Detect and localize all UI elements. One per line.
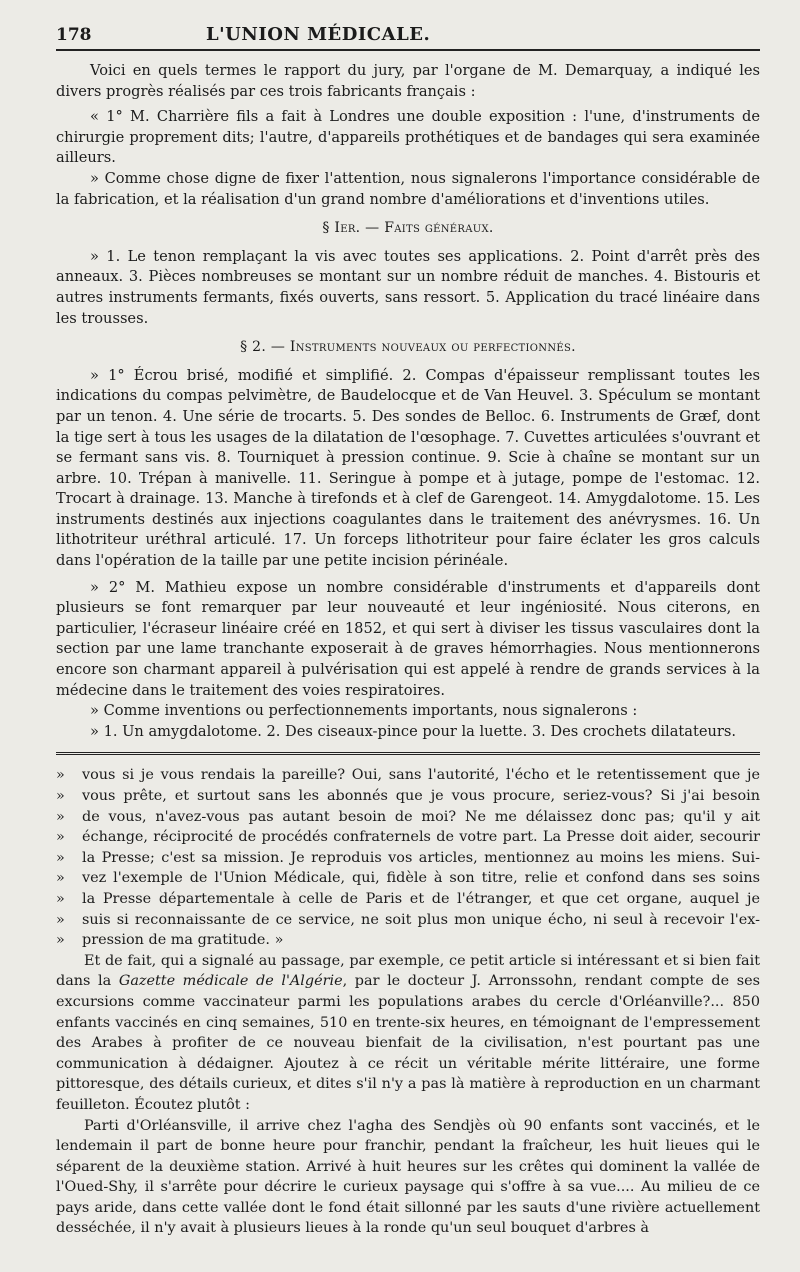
- quote-line: » vez l'exemple de l'Union Médicale, qui, fidèle à son titre, relie et confond dans ses soins: [56, 870, 760, 887]
- quote-line: » de vous, n'avez-vous pas autant besoin de moi? Ne me délaissez donc pas; qu'il y ait: [56, 808, 760, 825]
- section-heading: § 2. — Instruments nouveaux ou perfectionnés.: [240, 339, 576, 356]
- article-intro: Voici en quels termes le rapport du jury, par l'organe de M. Demarquay, a indiqué les divers progrès réalisés par ces trois fabricants français :: [56, 62, 760, 100]
- article-paragraph: » 1. Le tenon remplaçant la vis avec toutes ses applications. 2. Point d'arrêt près des anneaux. 3. Pièces nombreuses se montant sur un nombre réduit de manches. 4. Bistouris et autres instruments fermants, fixés ouverts, sans ressort. 5. Application du tracé linéaire dans les trousses.: [56, 247, 760, 327]
- article-paragraph: « 1° M. Charrière fils a fait à Londres une double exposition : l'une, d'instruments de chirurgie proprement dits; l'autre, d'appareils prothétiques et de bandages qui sera examinée ailleurs.: [56, 108, 760, 167]
- article-paragraph: » Comme chose digne de fixer l'attention, nous signalerons l'importance considérable de la fabrication, et la réalisation d'un grand nombre d'améliorations et d'inventions utiles.: [56, 169, 760, 208]
- feuilleton-body: [56, 951, 760, 1239]
- article-paragraph: » 1° Écrou brisé, modifié et simplifié. 2. Compas d'épaisseur remplissant toutes les indications du compas pelvimètre, de Baudelocque et de Van Heuvel. 3. Spéculum se montant par un tenon. 4. Une série de trocarts. 5. Des sondes de Belloc. 6. Instruments de Græf, dont la tige sert à tous les usages de la dilatation de l'œsophage. 7. Cuvettes articulées s'ouvrant et se fermant sans vis. 8. Tourniquet à pression continue. 9. Scie à chaîne se montant sur un arbre. 10. Trépan à manivelle. 11. Seringue à pompe et à jutage, pompe de l'estomac. 12. Trocart à drainage. 13. Manche à tirefonds et à clef de Garengeot. 14. Amygdalotome. 15. Les instruments destinés aux injections coagulantes dans le traitement des anévrysmes. 16. Un lithotriteur uréthral articulé. 17. Un forceps lithotriteur pour faire éclater les gros calculs dans l'opération de la taille par une petite incision périnéale.: [56, 366, 760, 570]
- quote-line: » vous prête, et surtout sans les abonnés que je vous procure, seriez-vous? Si j'ai besoin: [56, 788, 760, 804]
- feuilleton-quote: [56, 765, 760, 950]
- quote-line: » la Presse départementale à celle de Paris et de l'étranger, et que cet organe, auquel je: [56, 890, 760, 907]
- feuilleton-divider: [56, 752, 760, 755]
- article-body: [56, 61, 760, 742]
- running-title: L'UNION MÉDICALE.: [206, 24, 431, 45]
- article-paragraph: » Comme inventions ou perfectionnements importants, nous signalerons :: [90, 702, 638, 720]
- quote-line: » suis si reconnaissante de ce service, ne soit plus mon unique écho, ni seul à recevoir l'ex-: [56, 911, 760, 928]
- feuilleton-paragraph: Parti d'Orléansville, il arrive chez l'agha des Sendjès où 90 enfants sont vaccinés, et le lendemain il part de bonne heure pour franchir, pendant la fraîcheur, les huit lieues qui le séparent de la deuxième station. Arrivé à huit heures sur les crêtes qui dominent la vallée de l'Oued-Shy, il s'arrête pour décrire le curieux paysage qui s'offre à sa vue.... Au milieu de ce pays aride, dans cette vallée dont le fond était sillonné par les sauts d'une rivière actuellement desséchée, il n'y avait à plusieurs lieues à la ronde qu'un seul bouquet d'arbres à: [56, 1117, 760, 1237]
- section-heading: § Ier. — Faits généraux.: [322, 220, 494, 237]
- quote-line: » échange, réciprocité de procédés confraternels de votre part. La Presse doit aider, secourir: [56, 829, 760, 846]
- header-rule: [56, 49, 760, 51]
- quote-line: » pression de ma gratitude. »: [56, 932, 284, 949]
- feuilleton-paragraph: Et de fait, qui a signalé au passage, par exemple, ce petit article si intéressant et si bien fait dans la Gazette médicale de l'Algérie, par le docteur J. Arronssohn, rendant compte de ses excursions comme vaccinateur parmi les populations arabes du cercle d'Orléanville?... 850 enfants vaccinés en cinq semaines, 510 en trente-six heures, en témoignant de l'empressement des Arabes à profiter de ce nouveau bienfait de la civilisation, n'est pourtant pas une communication à dédaigner. Ajoutez à ce récit un véritable mérite littéraire, une forme pittoresque, des détails curieux, et dites s'il n'y a pas là matière à reproduction en un charmant feuilleton. Écoutez plutôt :: [56, 952, 760, 1113]
- page-header: [56, 24, 760, 45]
- quote-line: » vous si je vous rendais la pareille? Oui, sans l'autorité, l'écho et le retentissement que je: [56, 767, 760, 784]
- article-paragraph: » 2° M. Mathieu expose un nombre considérable d'instruments et d'appareils dont plusieurs se font remarquer par leur nouveauté et leur ingéniosité. Nous citerons, en particulier, l'écraseur linéaire créé en 1852, et qui sert à diviser les tissus vasculaires dont la section par une lame tranchante exposerait à de graves hémorrhagies. Nous mentionnerons encore son charmant appareil à pulvérisation qui est appelé à rendre de grands services à la médecine dans le traitement des voies respiratoires.: [56, 578, 760, 699]
- journal-title: Gazette médicale de l'Algérie: [118, 973, 343, 990]
- page-number: 178: [56, 25, 92, 45]
- quote-line: » la Presse; c'est sa mission. Je reproduis vos articles, mentionnez au moins les miens. Sui-: [56, 849, 760, 866]
- article-paragraph: » 1. Un amygdalotome. 2. Des ciseaux-pince pour la luette. 3. Des crochets dilatateurs.: [90, 722, 736, 740]
